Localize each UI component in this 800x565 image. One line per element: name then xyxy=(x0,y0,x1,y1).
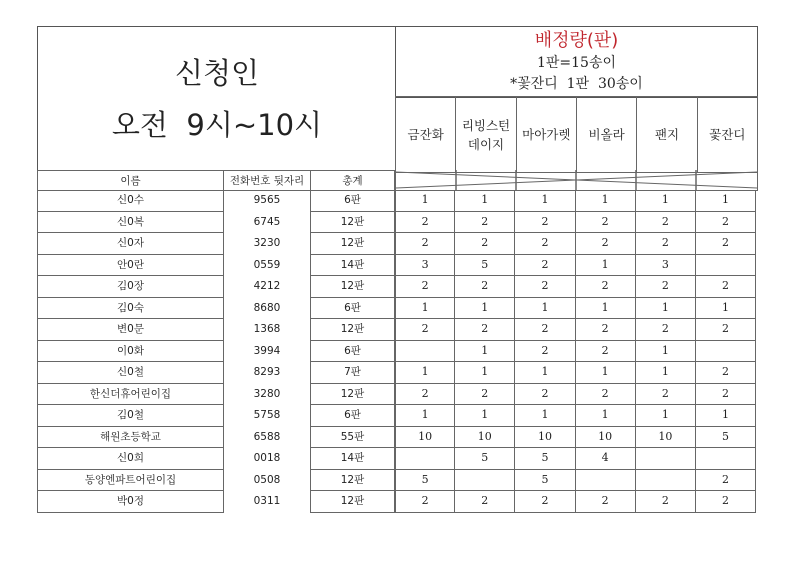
allocation-cell: 2 xyxy=(395,384,455,406)
allocation-cell: 1 xyxy=(636,190,696,212)
phone-last-digits: 8293 xyxy=(253,366,281,378)
allocation-cell xyxy=(576,470,636,492)
allocation-cell: 1 xyxy=(395,362,455,384)
species-header: 비올라 xyxy=(576,97,636,173)
applicant-title-box xyxy=(37,26,396,171)
allocation-cell xyxy=(395,448,455,470)
total-trays: 14판 xyxy=(310,255,395,277)
allocation-row xyxy=(395,362,756,384)
total-trays: 12판 xyxy=(310,233,395,255)
allocation-cell: 2 xyxy=(576,276,636,298)
allocation-cell: 2 xyxy=(696,276,756,298)
applicant-name: 한신더휴어린이집 xyxy=(37,384,224,406)
allocation-cell: 10 xyxy=(455,427,515,449)
applicant-name: 이0화 xyxy=(37,341,224,363)
allocation-cell: 1 xyxy=(636,341,696,363)
phone-last-digits: 1368 xyxy=(253,323,281,335)
total-trays: 12판 xyxy=(310,470,395,492)
allocation-cell: 1 xyxy=(696,298,756,320)
allocation-cell: 1 xyxy=(636,362,696,384)
phone-last-digits: 5758 xyxy=(253,409,281,421)
allocation-cell: 2 xyxy=(455,233,515,255)
allocation-row xyxy=(395,384,756,406)
allocation-cell: 1 xyxy=(455,405,515,427)
allocation-cell: 1 xyxy=(455,190,515,212)
allocation-cell: 3 xyxy=(636,255,696,277)
phone-last-digits: 6745 xyxy=(253,215,281,228)
allocation-cell: 2 xyxy=(395,233,455,255)
allocation-cell: 5 xyxy=(455,448,515,470)
table-row xyxy=(37,362,395,384)
total-trays: 6판 xyxy=(310,405,395,427)
total-trays: 55판 xyxy=(310,427,395,449)
allocation-row xyxy=(395,190,756,212)
total-trays: 6판 xyxy=(310,298,395,320)
allocation-cell: 1 xyxy=(395,298,455,320)
allocation-cell: 1 xyxy=(395,190,455,212)
allocation-cell xyxy=(636,470,696,492)
allocation-row xyxy=(395,491,756,513)
allocation-cell: 2 xyxy=(515,212,575,234)
allocation-row xyxy=(395,255,756,277)
column-header-total: 총계 xyxy=(310,170,395,191)
allocation-cell: 2 xyxy=(696,491,756,513)
allocation-title: 배정량(판) xyxy=(534,30,619,51)
table-row xyxy=(37,319,395,341)
allocation-cell: 10 xyxy=(515,427,575,449)
total-trays: 12판 xyxy=(310,212,395,234)
species-header-row xyxy=(395,96,758,173)
allocation-cell xyxy=(696,255,756,277)
allocation-cell: 2 xyxy=(455,212,515,234)
allocation-cell: 5 xyxy=(395,470,455,492)
allocation-cell: 2 xyxy=(576,341,636,363)
allocation-cell xyxy=(696,448,756,470)
allocation-cell: 5 xyxy=(696,427,756,449)
phone-last-digits: 9565 xyxy=(253,194,281,206)
allocation-row xyxy=(395,212,756,234)
applicant-name: 신0수 xyxy=(37,190,224,212)
table-row xyxy=(37,255,395,277)
allocation-cell: 1 xyxy=(395,405,455,427)
allocation-cell: 2 xyxy=(576,319,636,341)
allocation-cell: 2 xyxy=(636,319,696,341)
table-row xyxy=(37,341,395,363)
table-row xyxy=(37,427,395,449)
allocation-cell: 2 xyxy=(395,491,455,513)
allocation-note-2: *꽃잔디 1판 30송이 xyxy=(510,76,643,92)
allocation-row xyxy=(395,233,756,255)
allocation-cell: 1 xyxy=(455,298,515,320)
species-header: 마아가렛 xyxy=(516,97,576,173)
allocation-header xyxy=(395,26,758,98)
table-row xyxy=(37,470,395,492)
allocation-cell: 1 xyxy=(636,405,696,427)
allocation-cell: 2 xyxy=(455,384,515,406)
allocation-cell: 2 xyxy=(515,255,575,277)
allocation-cell: 2 xyxy=(636,384,696,406)
allocation-cell: 1 xyxy=(576,298,636,320)
species-header xyxy=(456,97,516,173)
total-trays: 6판 xyxy=(310,190,395,212)
allocation-cell: 1 xyxy=(515,405,575,427)
allocation-note-1: 1판=15송이 xyxy=(536,55,617,71)
allocation-cell xyxy=(455,470,515,492)
applicant-title: 신청인 xyxy=(174,56,260,90)
applicant-name: 신0희 xyxy=(37,448,224,470)
table-row xyxy=(37,276,395,298)
applicant-name: 동양엔파트어린이집 xyxy=(37,470,224,492)
phone-last-digits: 4212 xyxy=(253,280,281,292)
total-trays: 14판 xyxy=(310,448,395,470)
column-header-phone: 전화번호 뒷자리 xyxy=(224,170,310,191)
allocation-cell: 1 xyxy=(515,298,575,320)
column-header-name: 이름 xyxy=(37,170,224,191)
allocation-cell: 5 xyxy=(515,448,575,470)
allocation-cell: 1 xyxy=(515,190,575,212)
phone-last-digits: 3280 xyxy=(253,387,281,400)
time-slot-title: 오전 9시~10시 xyxy=(111,108,323,142)
crossed-out-header-row xyxy=(395,170,758,191)
species-header-line: 리빙스턴 xyxy=(461,117,511,133)
table-row xyxy=(37,233,395,255)
applicant-name: 김0숙 xyxy=(37,298,224,320)
applicant-name: 신0복 xyxy=(37,212,224,234)
species-header: 팬지 xyxy=(637,97,697,173)
allocation-cell: 2 xyxy=(395,319,455,341)
applicant-name: 해원초등학교 xyxy=(37,427,224,449)
allocation-cell: 2 xyxy=(576,212,636,234)
applicant-name: 변0문 xyxy=(37,319,224,341)
allocation-cell: 2 xyxy=(515,341,575,363)
allocation-values-table xyxy=(395,190,756,513)
phone-last-digits: 3230 xyxy=(253,237,281,249)
allocation-cell: 2 xyxy=(696,233,756,255)
allocation-cell: 2 xyxy=(636,212,696,234)
allocation-cell: 2 xyxy=(636,491,696,513)
allocation-cell: 1 xyxy=(576,255,636,277)
allocation-cell: 10 xyxy=(576,427,636,449)
allocation-cell: 2 xyxy=(576,384,636,406)
total-trays: 12판 xyxy=(310,319,395,341)
allocation-row xyxy=(395,427,756,449)
allocation-cell: 1 xyxy=(636,298,696,320)
applicant-name: 신0자 xyxy=(37,233,224,255)
allocation-row xyxy=(395,470,756,492)
allocation-cell: 1 xyxy=(515,362,575,384)
applicant-table-header xyxy=(37,170,395,191)
applicant-name: 신0철 xyxy=(37,362,224,384)
table-row xyxy=(37,190,395,212)
applicant-name: 김0장 xyxy=(37,276,224,298)
phone-last-digits: 3994 xyxy=(253,344,281,357)
allocation-cell: 1 xyxy=(576,362,636,384)
species-header-line: 데이지 xyxy=(467,136,505,152)
allocation-cell xyxy=(395,341,455,363)
allocation-cell: 1 xyxy=(455,341,515,363)
allocation-cell: 2 xyxy=(696,384,756,406)
total-trays: 12판 xyxy=(310,276,395,298)
allocation-cell: 10 xyxy=(395,427,455,449)
allocation-cell: 2 xyxy=(455,319,515,341)
allocation-row xyxy=(395,448,756,470)
allocation-cell: 2 xyxy=(515,491,575,513)
allocation-cell: 2 xyxy=(576,491,636,513)
allocation-cell: 1 xyxy=(696,405,756,427)
total-trays: 7판 xyxy=(310,362,395,384)
phone-last-digits: 0508 xyxy=(253,473,281,486)
allocation-cell: 4 xyxy=(576,448,636,470)
allocation-cell: 2 xyxy=(576,233,636,255)
allocation-cell: 2 xyxy=(696,319,756,341)
allocation-cell: 1 xyxy=(576,190,636,212)
allocation-cell: 2 xyxy=(636,233,696,255)
allocation-cell: 2 xyxy=(696,470,756,492)
table-row xyxy=(37,448,395,470)
allocation-row xyxy=(395,276,756,298)
table-row xyxy=(37,212,395,234)
allocation-cell: 5 xyxy=(515,470,575,492)
species-header: 금잔화 xyxy=(396,97,456,173)
allocation-cell: 2 xyxy=(515,384,575,406)
allocation-cell: 3 xyxy=(395,255,455,277)
table-row xyxy=(37,298,395,320)
allocation-row xyxy=(395,341,756,363)
species-header: 꽃잔디 xyxy=(697,97,757,173)
phone-last-digits: 0018 xyxy=(253,452,281,464)
allocation-cell: 2 xyxy=(696,212,756,234)
allocation-cell: 10 xyxy=(636,427,696,449)
applicant-name: 박0정 xyxy=(37,491,224,513)
allocation-cell: 2 xyxy=(636,276,696,298)
allocation-row xyxy=(395,298,756,320)
applicant-name: 안0란 xyxy=(37,255,224,277)
total-trays: 12판 xyxy=(310,384,395,406)
allocation-cell: 1 xyxy=(455,362,515,384)
allocation-cell: 1 xyxy=(576,405,636,427)
phone-last-digits: 8680 xyxy=(253,301,281,314)
table-row xyxy=(37,491,395,513)
total-trays: 12판 xyxy=(310,491,395,513)
allocation-cell: 5 xyxy=(455,255,515,277)
allocation-cell: 2 xyxy=(696,362,756,384)
table-row xyxy=(37,384,395,406)
allocation-cell: 2 xyxy=(515,276,575,298)
cross-lines xyxy=(396,170,757,190)
allocation-cell: 1 xyxy=(696,190,756,212)
allocation-cell: 2 xyxy=(455,276,515,298)
total-trays: 6판 xyxy=(310,341,395,363)
allocation-cell xyxy=(696,341,756,363)
table-row xyxy=(37,405,395,427)
allocation-cell: 2 xyxy=(515,319,575,341)
allocation-cell: 2 xyxy=(395,212,455,234)
phone-last-digits: 6588 xyxy=(253,430,281,443)
phone-last-digits: 0559 xyxy=(253,258,281,271)
allocation-cell: 2 xyxy=(455,491,515,513)
allocation-row xyxy=(395,319,756,341)
allocation-cell xyxy=(636,448,696,470)
applicant-name: 김0철 xyxy=(37,405,224,427)
phone-last-digits: 0311 xyxy=(253,495,281,507)
allocation-cell: 2 xyxy=(395,276,455,298)
allocation-row xyxy=(395,405,756,427)
allocation-cell: 2 xyxy=(515,233,575,255)
